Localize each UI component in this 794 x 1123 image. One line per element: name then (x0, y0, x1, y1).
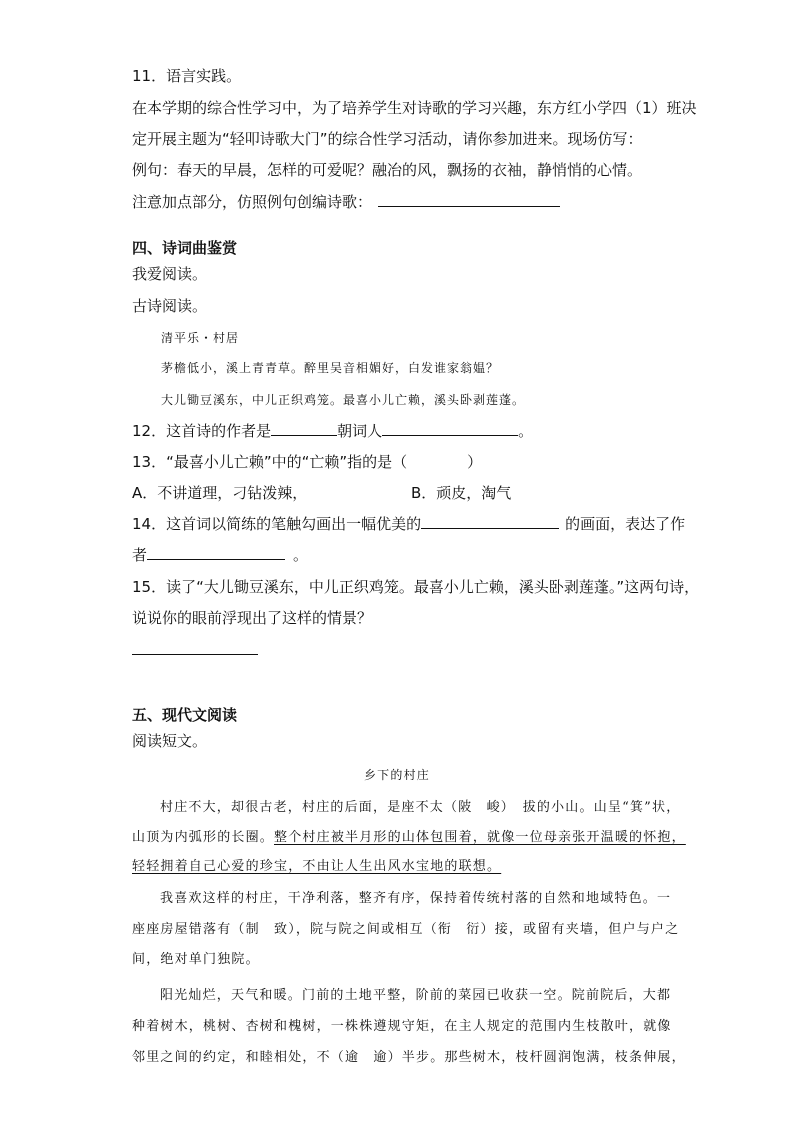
q14-line2 (132, 545, 308, 565)
q11-line1: 在本学期的综合性学习中，为了培养学生对诗歌的学习兴趣，东方红小学四（1）班决 (132, 99, 697, 117)
q14-line1 (132, 514, 685, 534)
poem-line2: 大儿锄豆溪东，中儿正织鸡笼。最喜小儿亡赖，溪头卧剥莲蓬。 (161, 393, 526, 407)
q11-line4 (132, 192, 560, 212)
article-title: 乡下的村庄 (363, 768, 430, 782)
q15-line2: 说说你的眼前浮现出了这样的情景？ (132, 609, 373, 627)
article-p3-line1: 阳光灿烂，天气和暖。门前的土地平整，阶前的菜园已收获一空。院前院后，大都 (160, 988, 672, 1003)
q14-feeling-blank[interactable] (147, 545, 285, 560)
q13-option-b[interactable]: B．顽皮，淘气 (411, 484, 512, 502)
q12-author-blank[interactable] (382, 421, 518, 436)
poem-title: 清平乐・村居 (161, 331, 240, 345)
article-underlined-2: 轻轻拥着自己心爱的珍宝，不由让人生出风水宝地的联想。 (132, 859, 502, 874)
q12-dynasty-blank[interactable] (271, 421, 337, 436)
q14-part1: 14．这首词以简练的笔触勾画出一幅优美的 (132, 515, 422, 533)
q12 (132, 421, 533, 441)
q15-answer-blank[interactable] (132, 640, 258, 655)
article-p3-line2: 种着树木，桃树、杏树和槐树，一株株遵规守矩，在主人规定的范围内生枝散叶，就像 (132, 1019, 672, 1034)
q13-option-a[interactable]: A．不讲道理，刁钻泼辣， (132, 484, 308, 502)
q14-part2: 的画面，表达了作 (565, 515, 686, 533)
article-p2-line2: 座座房屋错落有（制 致），院与院之间或相互（衔 衍）接，或留有夹墙，但户与户之 (132, 922, 680, 937)
section5-intro: 阅读短文。 (132, 732, 208, 750)
section4-intro1: 我爱阅读。 (132, 265, 208, 283)
article-p2-line1: 我喜欢这样的村庄，干净利落，整齐有序，保持着传统村落的自然和地域特色。一 (160, 891, 672, 906)
article-underlined-1: 整个村庄被半月形的山体包围着，就像一位母亲张开温暖的怀抱， (274, 830, 686, 845)
q11-prompt: 注意加点部分，仿照例句创编诗歌： (132, 193, 373, 211)
q14-part4: 。 (293, 546, 309, 564)
q15-answer-line[interactable] (132, 640, 258, 660)
q11-answer-blank[interactable] (378, 192, 560, 207)
article-p1-line2 (132, 828, 686, 848)
section4-heading: 四、诗词曲鉴赏 (132, 239, 238, 257)
q15-line1: 15．读了“大儿锄豆溪东，中儿正织鸡笼。最喜小儿亡赖，溪头卧剥莲蓬。”这两句诗， (132, 578, 700, 596)
section5-heading: 五、现代文阅读 (132, 706, 238, 724)
q11-line3: 例句：春天的早晨，怎样的可爱呢？融冶的风，飘扬的衣袖，静悄悄的心情。 (132, 161, 643, 179)
q13-question: 13．“最喜小儿亡赖”中的“亡赖”指的是（ ） (132, 453, 483, 471)
q14-scene-blank[interactable] (421, 514, 559, 529)
q11-title: 11．语言实践。 (132, 67, 242, 85)
poem-line1: 茅檐低小，溪上青青草。醉里吴音相媚好，白发谁家翁媪？ (161, 361, 500, 375)
section4-intro2: 古诗阅读。 (132, 297, 208, 315)
article-p2-line3: 间，绝对单门独院。 (132, 952, 260, 967)
article-p3-line3: 邻里之间的约定，和睦相处，不（逾 逾）半步。那些树木，枝杆圆润饱满，枝条伸展， (132, 1050, 686, 1065)
article-p1-line2a: 山顶为内弧形的长圈。 (132, 830, 275, 845)
q11-line2: 定开展主题为“轻叩诗歌大门”的综合性学习活动，请你参加进来。现场仿写： (132, 130, 643, 148)
article-p1-line1: 村庄不大，却很古老，村庄的后面，是座不太（陂 峻） 拔的小山。山呈“箕”状， (160, 800, 681, 815)
q12-part2: 朝词人 (337, 422, 383, 440)
q14-part3: 者 (132, 546, 148, 564)
q12-part3: 。 (518, 422, 534, 440)
q12-part1: 12．这首诗的作者是 (132, 422, 272, 440)
